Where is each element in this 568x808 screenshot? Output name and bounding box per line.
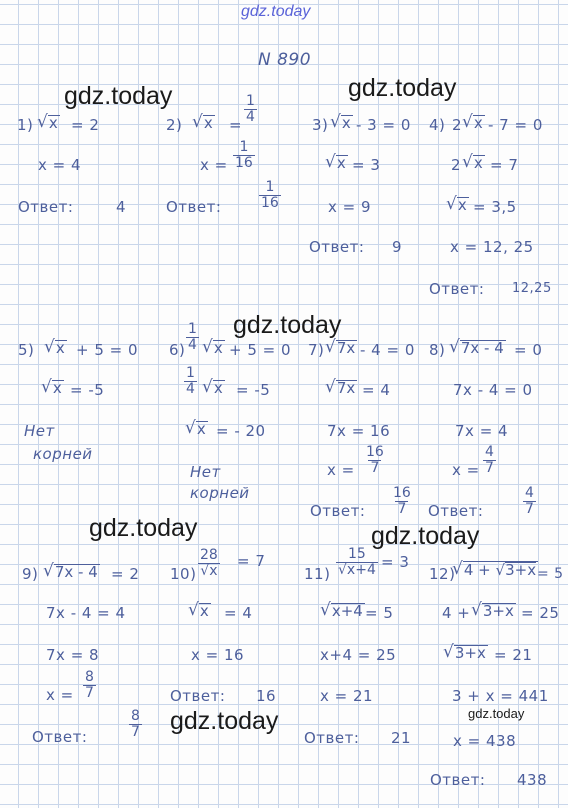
no-roots-text: Нет xyxy=(190,463,221,481)
equation-rhs: = 0 xyxy=(514,341,543,359)
step-line: 4 + xyxy=(442,604,471,622)
equation-rhs: + 5 = 0 xyxy=(76,341,139,359)
radical: √ x xyxy=(462,152,483,172)
task-number: 3) xyxy=(312,116,329,134)
step-line: = 3 xyxy=(352,156,381,174)
watermark: gdz.today xyxy=(89,514,198,542)
answer-value: 4 xyxy=(116,198,127,216)
equals: = xyxy=(229,116,243,134)
step-line: = 3,5 xyxy=(473,198,517,216)
fraction: $\frac{1}{4}$ xyxy=(188,321,197,353)
radical: √ 3+x xyxy=(443,642,486,662)
radical: √ 7x - 4 xyxy=(449,337,504,357)
fraction: $\frac{4}{7}$ xyxy=(485,444,494,476)
step-line: x = 9 xyxy=(328,198,372,216)
watermark: gdz.today xyxy=(371,522,480,550)
fraction: $\frac{1}{16}$ xyxy=(235,139,253,171)
fraction: $\frac{1}{4}$ xyxy=(246,93,255,125)
step-line: = - 20 xyxy=(216,422,266,440)
step-line: x = 16 xyxy=(191,646,245,664)
answer-label: Ответ: xyxy=(170,687,226,705)
watermark: gdz.today xyxy=(348,74,457,102)
answer-label: Ответ: xyxy=(18,198,74,216)
task-number: 9) xyxy=(22,565,39,583)
problem-number: N 890 xyxy=(258,50,312,70)
step-line: x = xyxy=(327,461,355,479)
step-line: x = xyxy=(200,156,228,174)
fraction: $\frac{28}{√x}$ xyxy=(200,547,218,579)
answer-fraction: $\frac{8}{7}$ xyxy=(131,708,140,740)
step-line: x = 12, 25 xyxy=(450,238,534,256)
radical: √ x xyxy=(202,337,223,357)
task-number: 1) xyxy=(17,116,34,134)
radical: √ x xyxy=(44,337,65,357)
answer-fraction: $\frac{4}{7}$ xyxy=(525,485,534,517)
answer-label: Ответ: xyxy=(304,729,360,747)
equation-rhs: - 7 = 0 xyxy=(488,116,543,134)
radical: √ x xyxy=(330,112,351,132)
fraction: $\frac{8}{7}$ xyxy=(85,669,94,701)
answer-fraction: $\frac{16}{7}$ xyxy=(393,485,411,517)
step-line: x = 438 xyxy=(453,732,517,750)
equation-rhs: = 3 xyxy=(381,553,410,571)
coefficient: 2 xyxy=(452,116,463,134)
step-line: = -5 xyxy=(236,381,271,399)
answer-label: Ответ: xyxy=(309,238,365,256)
radical: √ x xyxy=(192,112,213,132)
radical: √ x+4 xyxy=(320,600,363,620)
answer-label: Ответ: xyxy=(310,502,366,520)
radical: √ 4 + √ 3+x xyxy=(452,559,537,579)
step-line: = 4 xyxy=(362,381,391,399)
answer-value: 21 xyxy=(391,729,412,747)
step-line: = 4 xyxy=(224,604,253,622)
step-line: 7x - 4 = 4 xyxy=(46,604,126,622)
step-line: = 25 xyxy=(521,604,560,622)
radical: √ 7x - 4 xyxy=(43,561,98,581)
answer-label: Ответ: xyxy=(166,198,222,216)
step-line: x = xyxy=(452,461,480,479)
watermark: gdz.today xyxy=(64,82,173,110)
fraction: $\frac{16}{7}$ xyxy=(366,444,384,476)
watermark: gdz.today xyxy=(170,707,279,735)
task-number: 10) xyxy=(170,565,197,583)
answer-label: Ответ: xyxy=(428,502,484,520)
answer-value: 9 xyxy=(392,238,403,256)
step-line: 7x = 8 xyxy=(46,646,100,664)
step-line: = 21 xyxy=(494,646,533,664)
fraction: $\frac{15}{√x+4}$ xyxy=(338,546,376,578)
watermark: gdz.today xyxy=(233,311,342,339)
step-line: x+4 = 25 xyxy=(320,646,397,664)
step-line: = -5 xyxy=(70,381,105,399)
answer-label: Ответ: xyxy=(32,728,88,746)
no-roots-text: корней xyxy=(33,445,93,463)
answer-value: 16 xyxy=(256,687,277,705)
fraction: $\frac{1}{4}$ xyxy=(186,365,195,397)
radical: √ x xyxy=(462,112,483,132)
no-roots-text: корней xyxy=(190,484,250,502)
step-line: 7x - 4 = 0 xyxy=(453,381,533,399)
radical: √ x xyxy=(325,152,346,172)
answer-value: 12,25 xyxy=(512,281,552,296)
radical: √ x xyxy=(185,418,206,438)
task-number: 12) xyxy=(429,565,456,583)
answer-fraction: $\frac{1}{16}$ xyxy=(261,179,279,211)
answer-value: 438 xyxy=(517,771,548,789)
answer-label: Ответ: xyxy=(429,280,485,298)
watermark-small: gdz.today xyxy=(468,706,525,721)
step-line: 7x = 16 xyxy=(327,422,391,440)
equation-rhs: - 4 = 0 xyxy=(360,341,415,359)
task-number: 8) xyxy=(429,341,446,359)
equation-rhs: - 3 = 0 xyxy=(356,116,411,134)
radical: √ x xyxy=(41,377,62,397)
equation-rhs: = 2 xyxy=(111,565,140,583)
radical: √ x xyxy=(37,112,58,132)
step-line: = 5 xyxy=(365,604,394,622)
task-number: 11) xyxy=(304,565,331,583)
radical: √ 3+x xyxy=(471,600,514,620)
task-number: 6) xyxy=(169,341,186,359)
step-line: x = 21 xyxy=(320,687,374,705)
step-line: x = xyxy=(46,686,74,704)
step-line: 3 + x = 441 xyxy=(452,687,549,705)
equation-rhs: = 2 xyxy=(71,116,100,134)
step-line: = 7 xyxy=(490,156,519,174)
radical: √ 7x xyxy=(325,337,356,357)
step-line: 7x = 4 xyxy=(455,422,509,440)
task-number: 5) xyxy=(18,341,35,359)
task-number: 7) xyxy=(308,341,325,359)
task-number: 2) xyxy=(166,116,183,134)
equation-rhs: = 7 xyxy=(237,552,266,570)
answer-label: Ответ: xyxy=(430,771,486,789)
coefficient: 2 xyxy=(451,156,462,174)
task-number: 4) xyxy=(429,116,446,134)
radical: √ x xyxy=(446,194,467,214)
equation-rhs: = 5 xyxy=(537,566,564,582)
radical: √ 7x xyxy=(325,377,356,397)
no-roots-text: Нет xyxy=(24,422,55,440)
step-line: x = 4 xyxy=(38,156,82,174)
radical: √ x xyxy=(202,377,223,397)
watermark-top: gdz.today xyxy=(241,3,311,20)
equation-rhs: + 5 = 0 xyxy=(229,341,292,359)
radical: √ x xyxy=(188,600,209,620)
